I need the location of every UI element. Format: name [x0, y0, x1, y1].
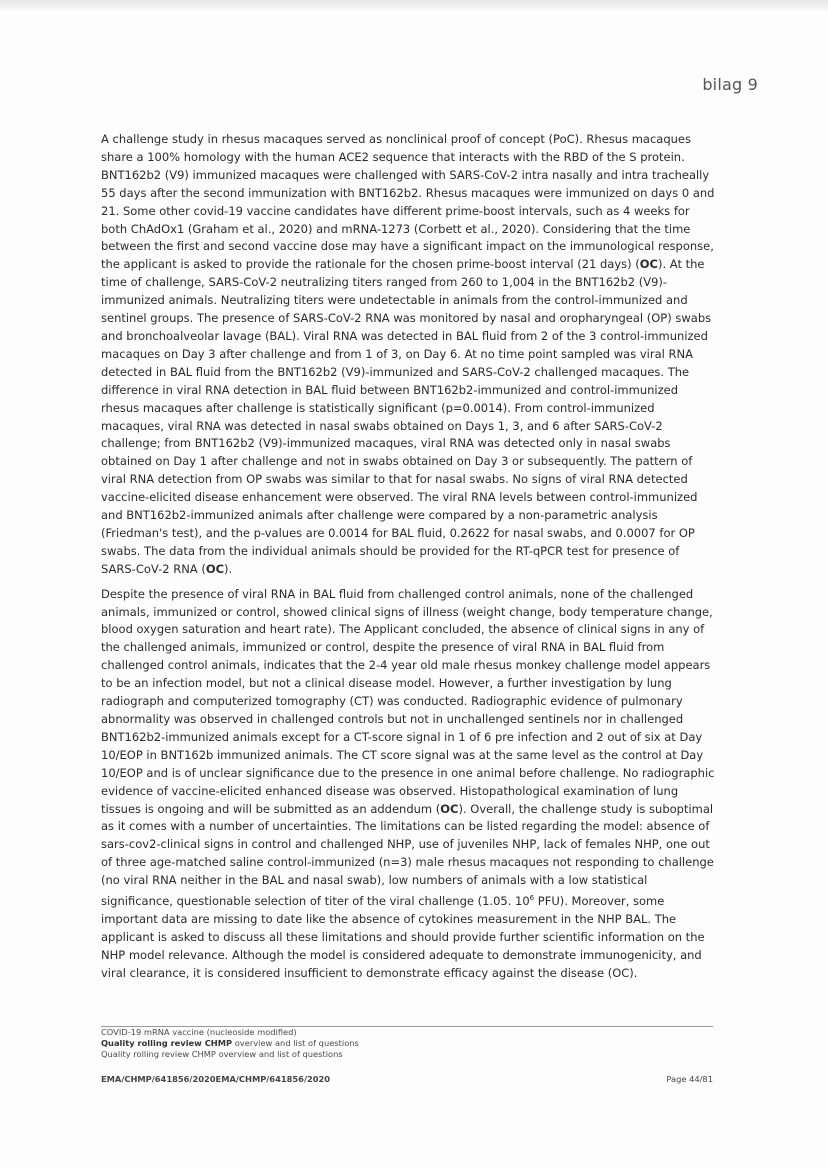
text-run: PFU). Moreover, some important data are missing to date like the absence of cytokines measurement in the NHP BAL. The applicant is asked to discuss all these limitations and should provide further scientific information on the NHP model relevance. Although the model is considered adequate to demonstrate immunogenicity, and viral clearance, it is considered insufficient to demonstrate efficacy against the disease (OC).	[101, 893, 705, 980]
footer-product-name: COVID-19 mRNA vaccine (nucleoside modified)	[101, 1027, 297, 1037]
paragraph-clinical-signs	[101, 586, 716, 983]
document-body	[101, 131, 716, 989]
footer-review-rest: overview and list of questions	[232, 1038, 359, 1048]
footer-review-title-repeat: Quality rolling review CHMP overview and list of questions	[101, 1049, 343, 1059]
footer-review-bold: Quality rolling review CHMP	[101, 1038, 233, 1048]
document-reference: EMA/CHMP/641856/2020EMA/CHMP/641856/2020	[101, 1074, 331, 1084]
footer-review-title	[101, 1038, 713, 1049]
oc-marker: OC	[639, 257, 658, 272]
footer-info	[101, 1027, 713, 1060]
text-run: ). At the time of challenge, SARS-CoV-2 neutralizing titers ranged from 260 to 1,004 in the BNT162b2 (V9)-immunized animals. Neutralizing titers were undetectable in animals from the control-immunized and sentinel groups. The presence of SARS-CoV-2 RNA was monitored by nasal and oropharyngeal (OP) swabs and bronchoalveolar lavage (BAL). Viral RNA was detected in BAL fluid from 2 of the 3 control-immunized macaques on Day 3 after challenge and from 1 of 3, on Day 6. At no time point sampled was viral RNA detected in BAL fluid from the BNT162b2 (V9)-immunized and SARS-CoV-2 challenged macaques. The difference in viral RNA detection in BAL fluid between BNT162b2-immunized and control-immunized rhesus macaques after challenge is statistically significant (p=0.0014). From control-immunized macaques, viral RNA was detected in nasal swabs obtained on Days 1, 3, and 6 after SARS-CoV-2 challenge; from BNT162b2 (V9)-immunized macaques, viral RNA was detected only in nasal swabs obtained on Day 1 after challenge and not in swabs obtained on Day 3 or subsequently. The pattern of viral RNA detection from OP swabs was similar to that for nasal swabs. No signs of viral RNA detected vaccine-elicited disease enhancement were observed. The viral RNA levels between control-immunized and BNT162b2-immunized animals after challenge were compared by a non-parametric analysis (Friedman's test), and the p-values are 0.0014 for BAL fluid, 0.2622 for nasal swabs, and 0.0007 for OP swabs. The data from the individual animals should be provided for the RT-qPCR test for presence of SARS-CoV-2 RNA (	[101, 257, 712, 576]
text-run: A challenge study in rhesus macaques served as nonclinical proof of concept (PoC). Rhesus macaques share a 100% homology with the human ACE2 sequence that interacts with the RBD of the S protein. BNT162b2 (V9) immunized macaques were challenged with SARS-CoV-2 intra nasally and intra tracheally 55 days after the second immunization with BNT162b2. Rhesus macaques were immunized on days 0 and 21. Some other covid-19 vaccine candidates have different prime-boost intervals, such as 4 weeks for both ChAdOx1 (Graham et al., 2020) and mRNA-1273 (Corbett et al., 2020). Considering that the time between the first and second vaccine dose may have a significant impact on the immunological response, the applicant is asked to provide the rationale for the chosen prime-boost interval (21 days) (	[101, 132, 715, 272]
oc-marker: OC	[440, 801, 459, 816]
annex-label: bilag 9	[702, 75, 758, 94]
text-run: ). Overall, the challenge study is suboptimal as it comes with a number of uncertainties. The limitations can be listed regarding the model: absence of sars-cov2-clinical signs in control and challenged NHP, use of juveniles NHP, lack of females NHP, one out of three age-matched saline control-immunized (n=3) male rhesus macaques not responding to challenge (no viral RNA neither in the BAL and nasal swab), low numbers of animals with a low statistical significance, questionable selection of titer of the viral challenge (1.05. 10	[101, 801, 714, 908]
oc-marker: OC	[205, 561, 225, 576]
text-run: Despite the presence of viral RNA in BAL fluid from challenged control animals, none of the challenged animals, immunized or control, showed clinical signs of illness (weight change, body temperature change, blood oxygen saturation and heart rate). The Applicant concluded, the absence of clinical signs in any of the challenged animals, immunized or control, despite the presence of viral RNA in BAL fluid from challenged control animals, indicates that the 2-4 year old male rhesus monkey challenge model appears to be an infection model, but not a clinical disease model. However, a further investigation by lung radiograph and computerized tomography (CT) was conducted. Radiographic evidence of pulmonary abnormality was observed in challenged controls but not in unchallenged sentinels nor in challenged BNT162b2-immunized animals except for a CT-score signal in 1 of 6 pre infection and 2 out of six at Day 10/EOP in BNT162b immunized animals. The CT score signal was at the same level as the control at Day 10/EOP and is of unclear significance due to the presence in one animal before challenge. No radiographic evidence of vaccine-elicited enhanced disease was observed. Histopathological examination of lung tissues is ongoing and will be submitted as an addendum (	[101, 586, 715, 816]
text-run: ).	[224, 561, 233, 576]
page-number: Page 44/81	[666, 1074, 713, 1084]
scan-top-edge	[0, 0, 828, 12]
superscript-exponent: 6	[529, 894, 535, 903]
paragraph-challenge-study	[101, 131, 716, 579]
